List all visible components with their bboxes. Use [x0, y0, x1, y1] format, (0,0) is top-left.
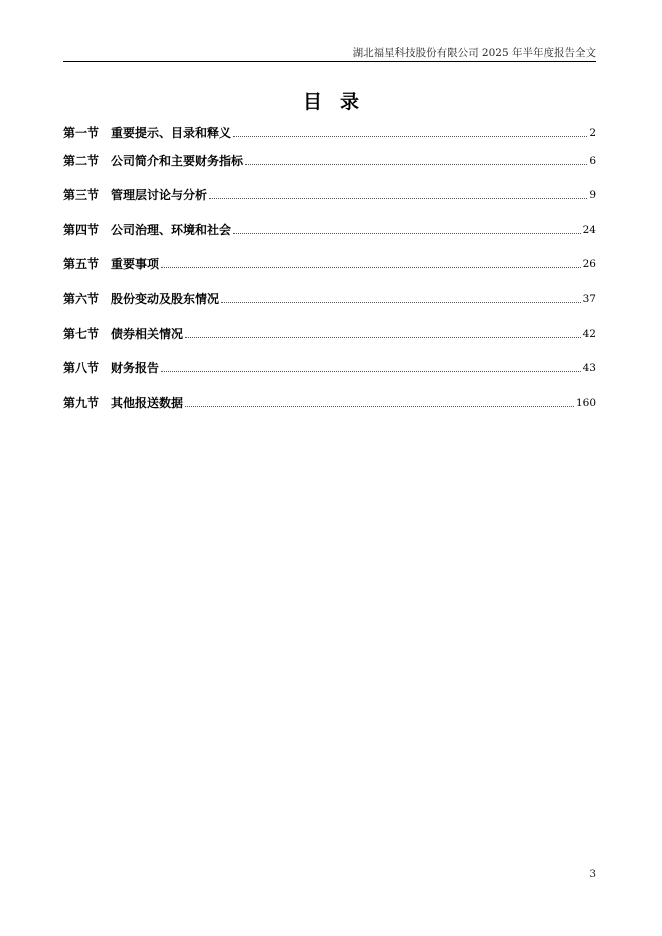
toc-dot-leader [185, 406, 574, 407]
toc-section-number: 第六节 [63, 291, 100, 306]
toc-section-number: 第五节 [63, 257, 100, 272]
toc-section-title: 重要事项 [111, 257, 160, 272]
toc-entry-8[interactable] [63, 348, 596, 383]
toc-entry-2[interactable] [63, 140, 596, 175]
toc-section-number: 第三节 [63, 188, 100, 203]
toc-page-number: 26 [582, 258, 596, 271]
toc-entry-1[interactable] [63, 124, 596, 140]
toc-title: 目录 [302, 91, 377, 113]
header-divider [63, 61, 596, 62]
toc-entry-9[interactable] [63, 382, 596, 417]
toc-page-number: 9 [589, 189, 596, 202]
toc-entry-7[interactable] [63, 313, 596, 348]
toc-section-number: 第四节 [63, 222, 100, 237]
page-number: 3 [589, 868, 596, 880]
toc-section-number: 第九节 [63, 395, 100, 410]
toc-dot-leader [233, 136, 587, 137]
toc-entry-4[interactable] [63, 209, 596, 244]
toc-section-number: 第二节 [63, 153, 100, 168]
toc-dot-leader [233, 233, 581, 234]
toc-dot-leader [161, 267, 581, 268]
table-of-contents [63, 124, 596, 417]
header-title: 湖北福星科技股份有限公司 2025 年半年度报告全文 [352, 47, 596, 59]
toc-entry-3[interactable] [63, 175, 596, 210]
toc-section-title: 债券相关情况 [111, 326, 184, 341]
toc-section-title: 其他报送数据 [111, 395, 184, 410]
toc-section-title: 财务报告 [111, 361, 160, 376]
toc-dot-leader [185, 337, 581, 338]
toc-section-title: 重要提示、目录和释义 [111, 126, 232, 140]
toc-page-number: 37 [582, 292, 596, 305]
toc-dot-leader [245, 164, 587, 165]
toc-page-number: 6 [589, 154, 596, 167]
toc-section-title: 公司简介和主要财务指标 [111, 153, 244, 168]
toc-section-number: 第八节 [63, 361, 100, 376]
toc-page-number: 43 [582, 362, 596, 375]
toc-section-title: 公司治理、环境和社会 [111, 222, 232, 237]
toc-entry-6[interactable] [63, 278, 596, 313]
toc-dot-leader [161, 371, 581, 372]
toc-page-number: 24 [582, 223, 596, 236]
toc-dot-leader [221, 302, 581, 303]
page-header [63, 46, 596, 62]
toc-section-title: 股份变动及股东情况 [111, 291, 220, 306]
toc-page-number: 2 [589, 127, 596, 139]
toc-section-title: 管理层讨论与分析 [111, 188, 208, 203]
toc-entry-5[interactable] [63, 244, 596, 279]
toc-section-number: 第七节 [63, 326, 100, 341]
toc-dot-leader [209, 198, 587, 199]
toc-page-number: 160 [575, 396, 596, 409]
toc-section-number: 第一节 [63, 126, 100, 140]
toc-page-number: 42 [582, 327, 596, 340]
